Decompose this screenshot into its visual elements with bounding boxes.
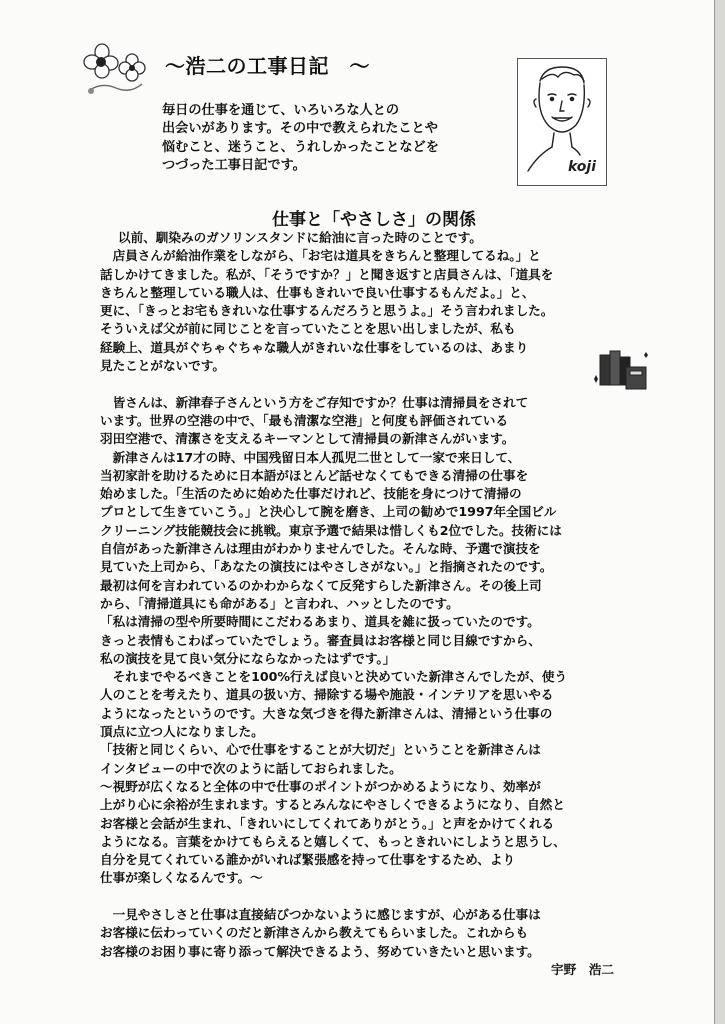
body-line: 始めました。「生活のために始めた仕事だけれど、技能を身につけて清掃の [100,486,522,502]
body-line: お客様に伝わっていくのだと新津さんから教えてもらいました。これからも [100,925,529,941]
article-body [100,229,620,979]
body-line: 見ていた上司から、「あなたの演技にはやさしさがない。」と指摘されたのです。 [100,559,553,575]
body-line: 羽田空港で、清潔さを支えるキーマンとして清掃員の新津さんがいます。 [100,431,515,447]
body-line: ようになったというのです。大きな気づきを得た新津さんは、清掃という仕事の [100,705,553,721]
author-portrait [517,58,607,186]
cleaning-tools-icon [590,345,650,395]
body-line: プロとして生きていこう。」と決心して腕を磨き、上司の勧めで1997年全国ビル [100,504,557,520]
binder-edge [714,0,725,1024]
body-line: そういえば父が前に同じことを言っていたことを思い出しましたが、私も [100,321,516,337]
body-line: 以前、馴染みのガソリンスタンドに給油に言った時のことです。 [118,230,482,245]
body-line: 「私は清掃の型や所要時間にこだわるあまり、道具を雑に扱っていたのです。 [100,614,540,630]
body-line: 人のことを考えたり、道具の扱い方、掃除する場や施設・インテリアを思いやる [100,687,554,703]
portrait-signature: koji [568,159,597,175]
diary-title: ～浩二の工事日記 ～ [165,54,370,78]
portrait-sketch-icon [518,59,606,185]
body-line: 頂点に立つ人になりました。 [100,724,264,740]
body-line: 話しかけてきました。私が、「そうですか？」と聞き返すと店員さんは、「道具を [100,266,554,282]
body-line: ～視野が広くなると全体の中で仕事のポイントがつかめるようになり、効率が [100,778,541,794]
body-line: います。世界の空港の中で、「最も清潔な空港」と何度も評価されている [100,412,509,428]
body-line: 仕事が楽しくなるんです。～ [100,870,263,886]
body-line: 最初は何を言われているのかわからなくて反発すらした新津さん。その後上司 [100,577,542,593]
body-line: 自信があった新津さんは理由がわかりませんでした。そんな時、予選で演技を [100,541,541,557]
body-line: から、「清掃道具にも命がある」と言われ、ハッとしたのです。 [100,595,459,611]
body-line: 経験上、道具がぐちゃぐちゃな職人がきれいな仕事をしているのは、あまり [100,339,529,355]
body-line: 当初家計を助けるために日本語がほとんど話せなくてもできる清掃の仕事を [100,467,529,483]
body-line: 見たことがないです。 [100,358,225,374]
body-line: 更に、「きっとお宅もきれいな仕事するんだろうと思うよ。」そう言われました。 [100,303,554,319]
body-line: お客様と会話が生まれ、「きれいにしてくれてありがとう。」と声をかけてくれる [100,815,555,831]
body-line: お客様のお困り事に寄り添って解決できるよう、努めていきたいと思います。 [100,943,540,959]
body-line: クリーニング技能競技会に挑戦。東京予選で結果は惜しくも2位でした。技術には [100,522,562,538]
body-line: 上がり心に余裕が生まれます。するとみんなにやさしくできるようになり、自然と [100,797,565,813]
body-line: きちんと整理している職人は、仕事もきれいで良い仕事するもんだよ。」と、 [100,284,535,300]
intro-line: 毎日の仕事を通じて、いろいろな人との [162,103,400,118]
body-line: 店員さんが給油作業をしながら、「お宅は道具をきちんと整理してるね。」と [100,248,541,264]
author-signature: 宇野 浩二 [551,961,614,977]
intro-line: 出会いがあります。その中で教えられたことや [162,121,438,137]
body-line: 一見やさしさと仕事は直接結びつかないように感じますが、心がある仕事は [100,906,541,922]
article-title: 仕事と「やさしさ」の関係 [272,210,476,230]
body-line: きっと表情もこわばっていたでしょう。審査員はお客様と同じ目線ですから、 [100,632,541,648]
body-line: インタビューの中で次のように話しておられました。 [100,760,402,776]
intro-line: 悩むこと、迷うこと、うれしかったことなどを [162,139,439,155]
body-line: 皆さんは、新津春子さんという方をご存知ですか？仕事は清掃員をされて [100,394,529,410]
intro-line: つづった工事日記です。 [162,157,306,173]
body-line: それまでやるべきことを100%行えば良いと決めていた新津さんでしたが、使う [100,669,568,685]
body-line: 「技術と同じくらい、心で仕事をすることが大切だ」ということを新津さんは [100,742,541,758]
body-line: ようになる。言葉をかけてもらえると嬉しくて、もっときれいにしようと思うし、 [100,833,566,849]
body-line: 私の演技を見て良い気分にならなかったはずです。」 [100,650,396,666]
body-line: 新津さんは17才の時、中国残留日本人孤児二世として一家で来日して、 [100,449,521,465]
intro-text [162,102,482,175]
body-line: 自分を見てくれている誰かがいれば緊張感を持って仕事をするため、より [100,852,516,868]
clover-flower-icon [82,38,160,110]
